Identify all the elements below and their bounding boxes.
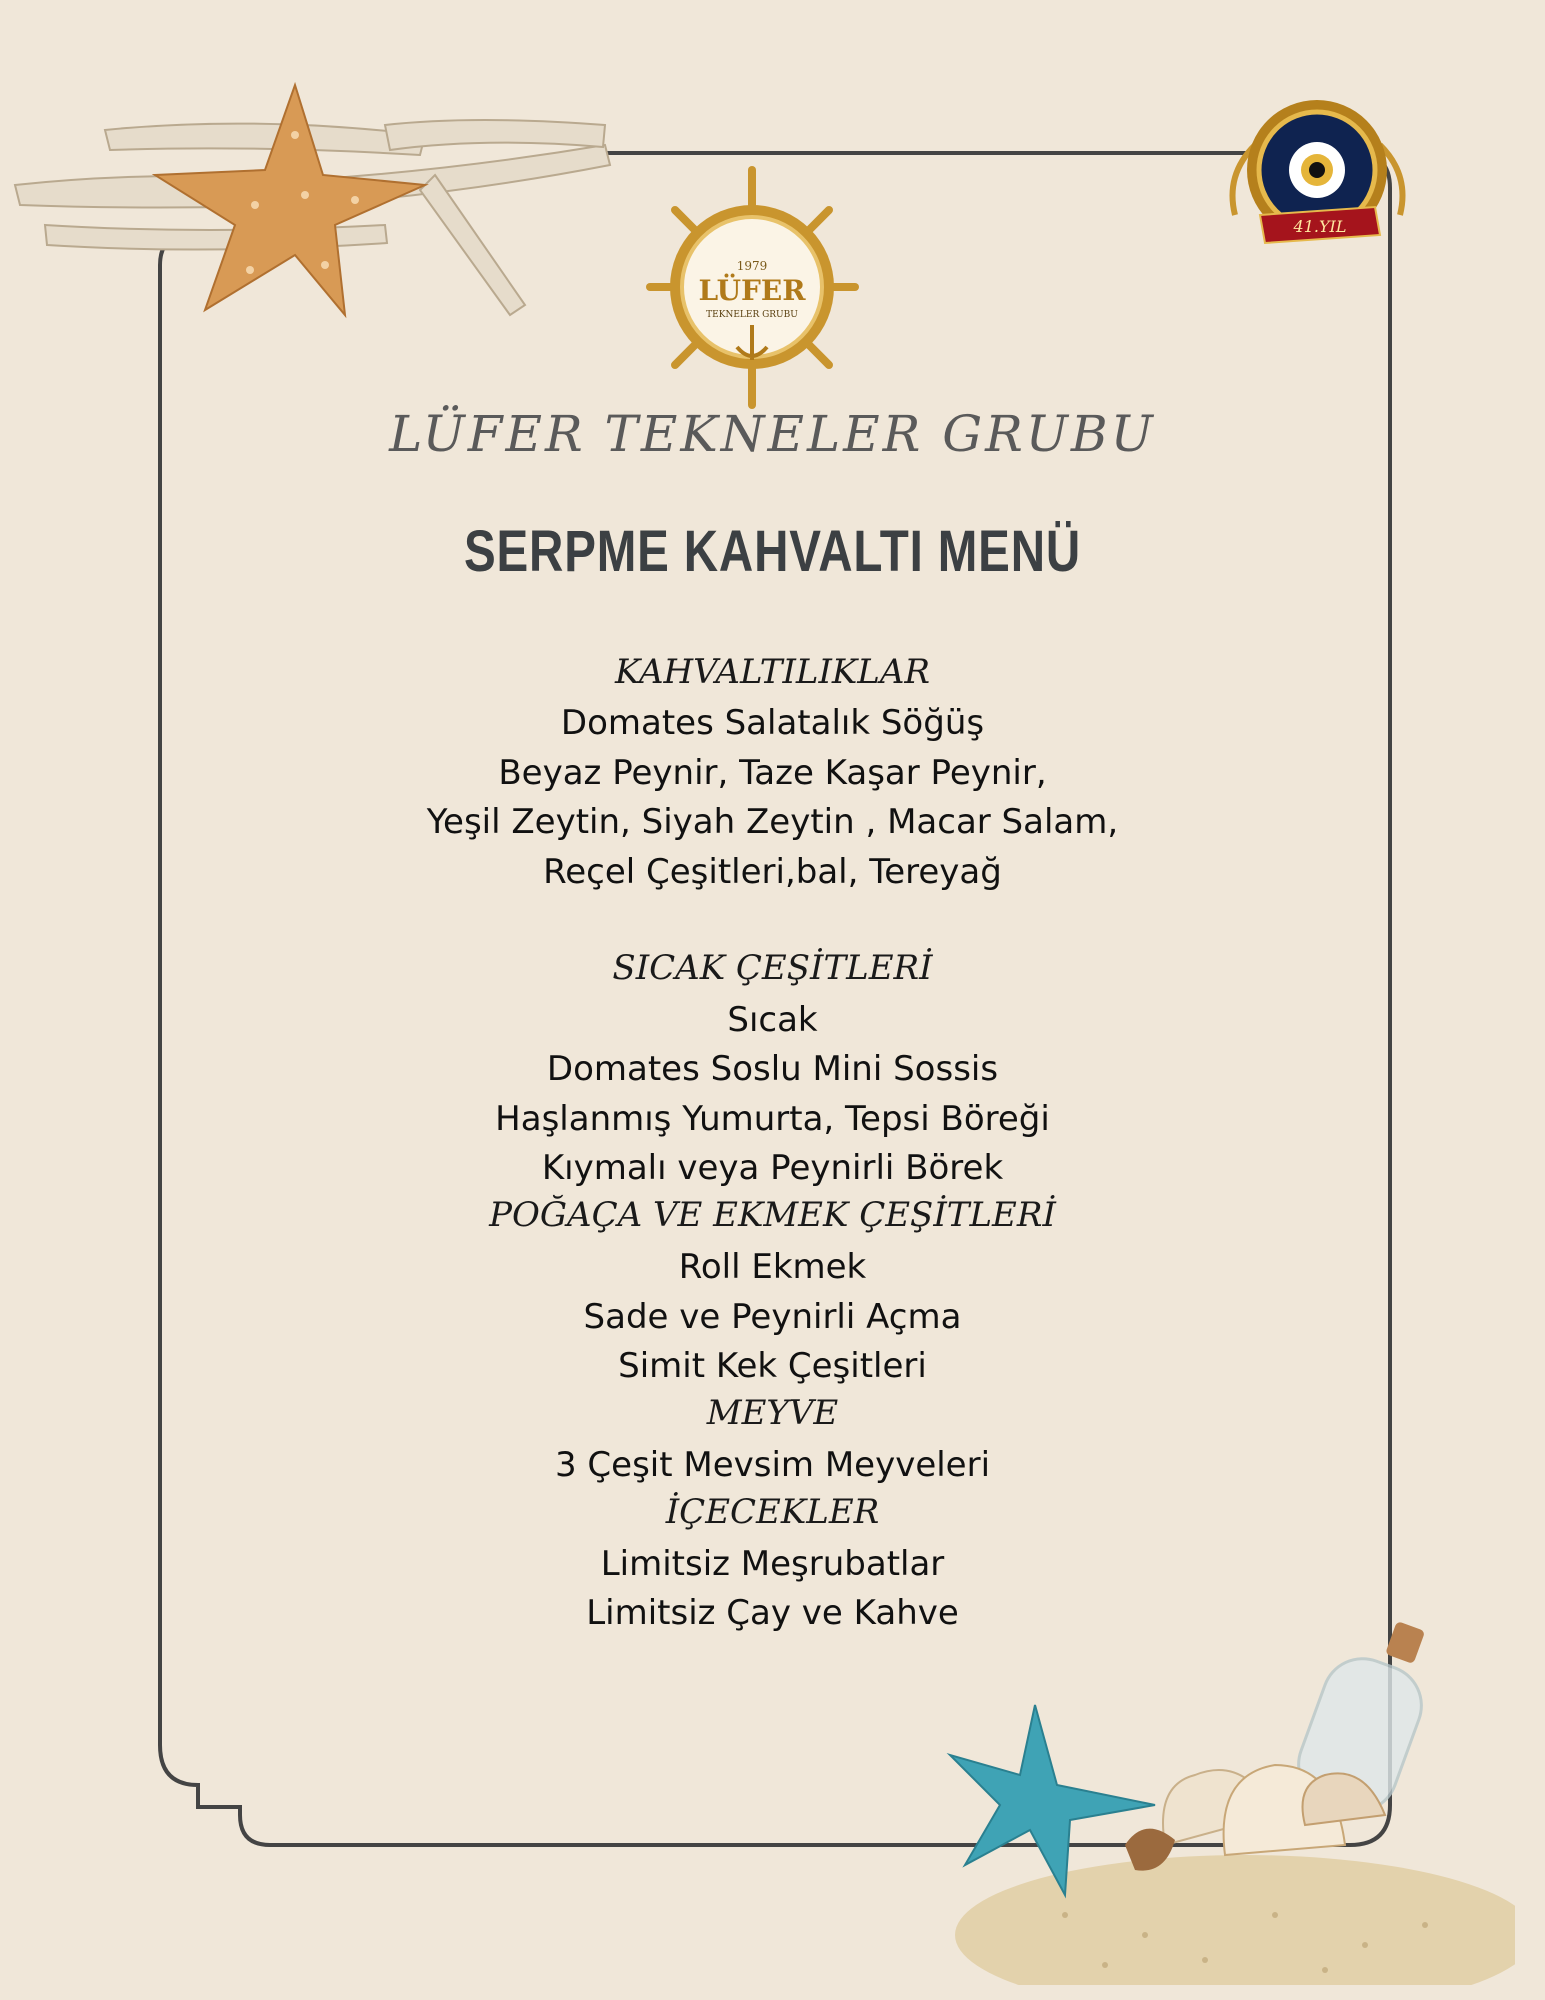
section-heading-bread: POĞAÇA VE EKMEK ÇEŞİTLERİ — [489, 1195, 1056, 1235]
starfish-driftwood-decoration — [5, 75, 615, 325]
menu-item: Limitsiz Çay ve Kahve — [586, 1593, 959, 1633]
menu-item: Beyaz Peynir, Taze Kaşar Peynir, — [498, 753, 1047, 793]
logo-text: LÜFER — [698, 274, 806, 307]
menu-item: Domates Soslu Mini Sossis — [546, 1049, 999, 1089]
brand-name: LÜFER TEKNELER GRUBU — [389, 405, 1156, 463]
section-heading-fruit: MEYVE — [706, 1393, 839, 1433]
menu-item: Simit Kek Çeşitleri — [618, 1346, 927, 1386]
menu-item: Haşlanmış Yumurta, Tepsi Böreği — [495, 1099, 1050, 1139]
ship-wheel-logo — [645, 165, 860, 410]
badge-text: 41.YIL — [1293, 217, 1347, 236]
logo-subtext: TEKNELER GRUBU — [706, 310, 798, 320]
menu-item: Sade ve Peynirli Açma — [583, 1297, 962, 1337]
menu-item: Reçel Çeşitleri,bal, Tereyağ — [543, 852, 1002, 892]
menu-item: Roll Ekmek — [678, 1247, 867, 1287]
section-heading-breakfast: KAHVALTILIKLAR — [614, 652, 931, 692]
menu-item: Kıymalı veya Peynirli Börek — [541, 1148, 1004, 1188]
section-heading-hot: SICAK ÇEŞİTLERİ — [612, 948, 933, 988]
menu-item: 3 Çeşit Mevsim Meyveleri — [554, 1445, 991, 1485]
menu-title: SERPME KAHVALTI MENÜ — [463, 519, 1082, 584]
section-heading-drinks: İÇECEKLER — [665, 1492, 880, 1532]
logo-year: 1979 — [736, 259, 768, 273]
menu-item: Sıcak — [727, 1000, 818, 1040]
menu-item: Domates Salatalık Söğüş — [560, 703, 985, 743]
anniversary-badge — [1215, 95, 1420, 265]
menu-item: Yeşil Zeytin, Siyah Zeytin , Macar Salam, — [426, 802, 1119, 842]
menu-item: Limitsiz Meşrubatlar — [600, 1544, 945, 1584]
beach-decoration — [945, 1615, 1515, 1985]
